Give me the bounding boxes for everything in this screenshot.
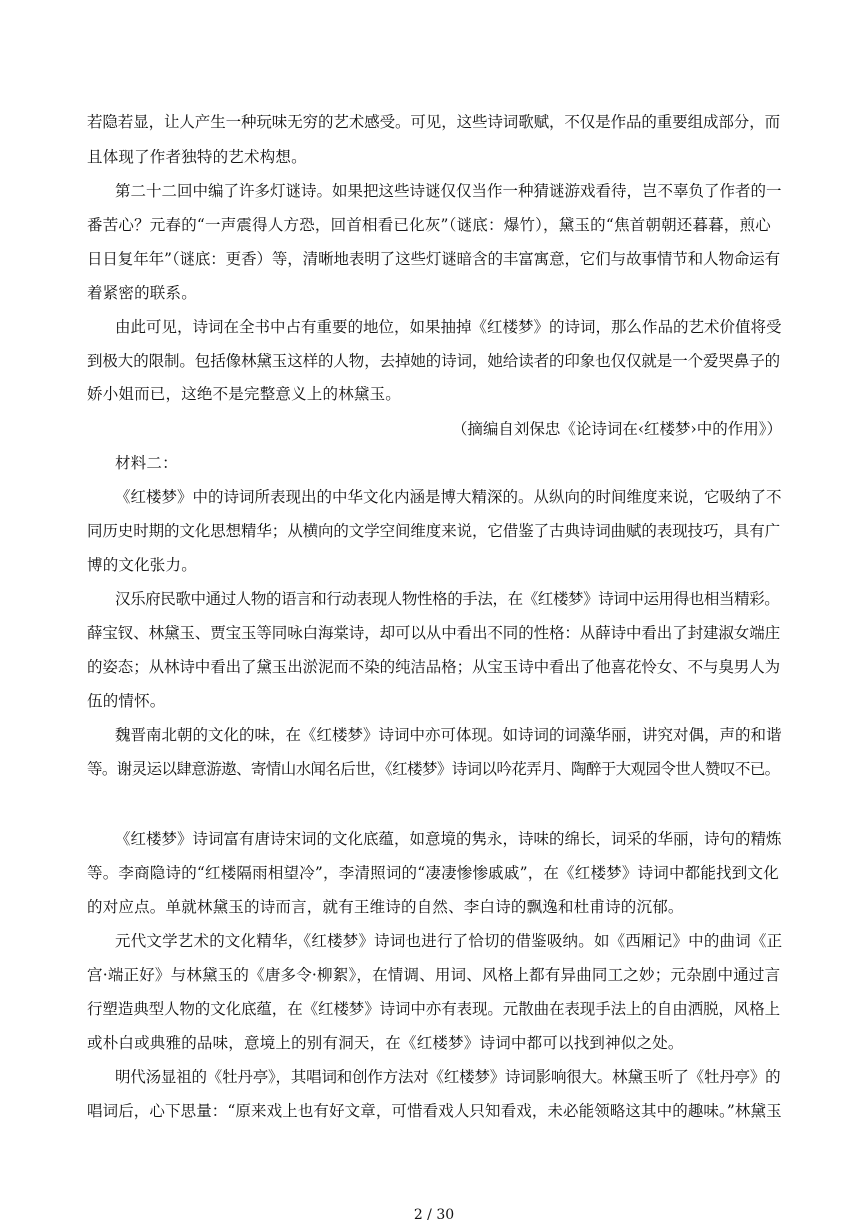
text-line: 番苦心？元春的“一声震得人方恐，回首相看已化灰”（谜底：爆竹），黛玉的“焦首朝朝还暮暮，煎心 [87, 216, 771, 234]
text-line: 且体现了作者独特的艺术构想。 [87, 148, 307, 166]
text-line: 魏晋南北朝的文化的味，在《红楼梦》诗词中亦可体现。如诗词的词藻华丽，讲究对偶，声的和谐 [115, 726, 782, 744]
text-line: 唱词后，心下思量：“原来戏上也有好文章，可惜看戏人只知看戏，未必能领略这其中的趣味。”林黛玉 [87, 1102, 782, 1120]
text-line: 伍的情怀。 [87, 692, 166, 710]
text-line: 《红楼梦》诗词富有唐诗宋词的文化底蕴，如意境的隽永，诗味的绵长，词采的华丽，诗句的精炼 [115, 830, 782, 848]
page-number: 2 / 30 [413, 1207, 455, 1223]
text-line: 若隐若显，让人产生一种玩味无穷的艺术感受。可见，这些诗词歌赋，不仅是作品的重要组成部分，而 [87, 113, 781, 131]
text-line: 日日复年年”（谜底：更香）等，清晰地表明了这些灯谜暗含的丰富寓意，它们与故事情节和人物命运有 [87, 250, 781, 268]
text-line: 《红楼梦》中的诗词所表现出的中华文化内涵是博大精深的。从纵向的时间维度来说，它吸纳了不 [115, 488, 782, 506]
text-line: 到极大的限制。包括像林黛玉这样的人物，去掉她的诗词，她给读者的印象也仅仅就是一个爱哭鼻子的 [87, 352, 781, 370]
text-line: 由此可见，诗词在全书中占有重要的地位，如果抽掉《红楼梦》的诗词，那么作品的艺术价值将受 [115, 318, 782, 336]
text-line: 等。谢灵运以肆意游遨、寄情山水闻名后世，《红楼梦》诗词以吟花弄月、陶醉于大观园令世人赞叹不已。 [87, 760, 780, 778]
text-line: 宫·端正好》与林黛玉的《唐多令·柳絮》，在情调、用词、风格上都有异曲同工之妙；元杂剧中通过言 [87, 966, 781, 984]
text-line: 汉乐府民歌中通过人物的语言和行动表现人物性格的手法，在《红楼梦》诗词中运用得也相当精彩。 [115, 590, 780, 608]
text-line: 第二十二回中编了许多灯谜诗。如果把这些诗谜仅仅当作一种猜谜游戏看待，岂不辜负了作者的一 [115, 182, 782, 200]
text-line: 薛宝钗、林黛玉、贾宝玉等同咏白海棠诗，却可以从中看出不同的性格：从薛诗中看出了封建淑女端庄 [87, 624, 781, 642]
text-line: 元代文学艺术的文化精华，《红楼梦》诗词也进行了恰切的借鉴吸纳。如《西厢记》中的曲词《正 [115, 932, 783, 950]
text-line: 娇小姐而已，这绝不是完整意义上的林黛玉。 [87, 385, 402, 403]
text-line: 明代汤显祖的《牡丹亭》，其唱词和创作方法对《红楼梦》诗词影响很大。林黛玉听了《牡丹亭》的 [115, 1068, 781, 1086]
text-line: 行塑造典型人物的文化底蕴，在《红楼梦》诗词中亦有表现。元散曲在表现手法上的自由洒脱，风格上 [87, 1000, 781, 1018]
text-line: 着紧密的联系。 [87, 284, 197, 302]
text-line: 博的文化张力。 [87, 556, 197, 574]
text-line: 或朴白或典雅的品味，意境上的别有洞天，在《红楼梦》诗词中都可以找到神似之处。 [87, 1034, 684, 1052]
section-heading: 材料二： [115, 454, 178, 472]
text-line: 的姿态；从林诗中看出了黛玉出淤泥而不染的纯洁品格；从宝玉诗中看出了他喜花怜女、不与臭男人为 [87, 658, 781, 676]
text-line: 同历史时期的文化思想精华；从横向的文学空间维度来说，它借鉴了古典诗词曲赋的表现技巧，具有广 [87, 522, 781, 540]
source-citation: （摘编自刘保忠《论诗词在‹红楼梦›中的作用》） [451, 420, 782, 438]
text-line: 的对应点。单就林黛玉的诗而言，就有王维诗的自然、李白诗的飘逸和杜甫诗的沉郁。 [87, 898, 684, 916]
text-line: 等。李商隐诗的“红楼隔雨相望冷”，李清照词的“凄凄惨惨戚戚”，在《红楼梦》诗词中都能找到文化 [87, 864, 779, 882]
